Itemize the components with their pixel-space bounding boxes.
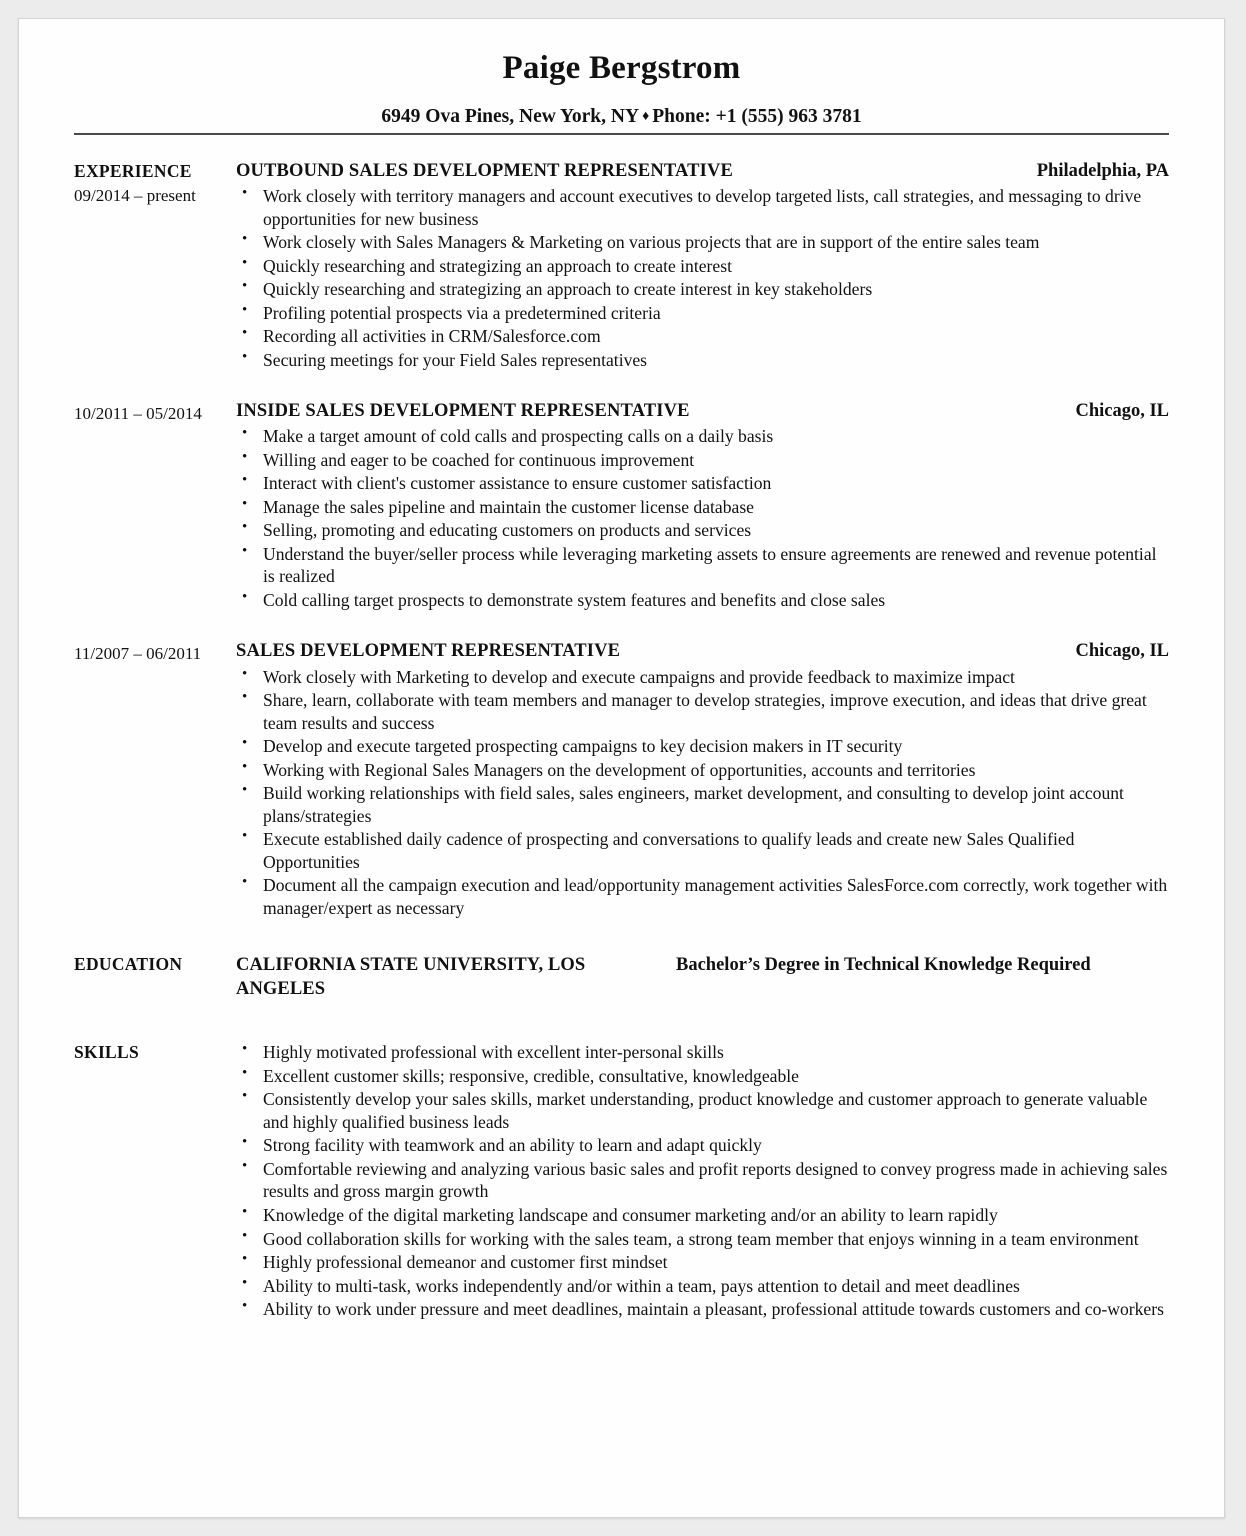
- experience-bullet: • Willing and eager to be coached for continuous improvement: [236, 449, 1169, 472]
- experience-bullet-list: [236, 425, 1169, 611]
- header-divider: [74, 133, 1169, 135]
- experience-bullet: • Make a target amount of cold calls and prospecting calls on a daily basis: [236, 425, 1169, 448]
- candidate-name: Paige Bergstrom: [502, 50, 741, 86]
- resume-page: [18, 18, 1225, 1518]
- experience-header: [236, 160, 1169, 183]
- experience-meta-column: [74, 160, 236, 207]
- experience-bullet: • Recording all activities in CRM/Salesforce.com: [236, 325, 1169, 348]
- education-section: [74, 953, 1169, 1001]
- skills-bullet: • Highly professional demeanor and customer first mindset: [236, 1251, 1169, 1274]
- education-school: CALIFORNIA STATE UNIVERSITY, LOS ANGELES: [236, 955, 586, 1000]
- experience-bullet: • Work closely with territory managers and account executives to develop targeted lists, call strategies, and messaging to drive opportunities for new business: [236, 185, 1169, 230]
- experience-dates: 10/2011 – 05/2014: [74, 404, 202, 424]
- skills-bullet: • Ability to multi-task, works independently and/or within a team, pays attention to detail and meet deadlines: [236, 1275, 1169, 1298]
- education-label-column: [74, 953, 236, 976]
- experience-bullet: • Quickly researching and strategizing an approach to create interest in key stakeholders: [236, 278, 1169, 301]
- contact-address: 6949 Ova Pines, New York, NY: [381, 105, 640, 127]
- skills-bullet: • Good collaboration skills for working with the sales team, a strong team member that enjoys winning in a team environment: [236, 1228, 1169, 1251]
- experience-section: [74, 160, 1169, 920]
- experience-meta-column: [74, 400, 236, 425]
- experience-bullet-list: [236, 185, 1169, 371]
- skills-section: [74, 1041, 1169, 1321]
- experience-detail-column: [236, 160, 1169, 372]
- experience-bullet: • Document all the campaign execution and lead/opportunity management activities SalesForce.com correctly, work together with manager/expert as necessary: [236, 874, 1169, 919]
- experience-meta-column: [74, 640, 236, 665]
- experience-bullet: • Share, learn, collaborate with team members and manager to develop strategies, improve execution, and ideas that drive great team results and success: [236, 689, 1169, 734]
- section-label-skills: SKILLS: [74, 1042, 140, 1063]
- skills-bullet: • Strong facility with teamwork and an ability to learn and adapt quickly: [236, 1134, 1169, 1157]
- skills-bullet: • Highly motivated professional with excellent inter-personal skills: [236, 1041, 1169, 1064]
- experience-dates: 11/2007 – 06/2011: [74, 644, 202, 664]
- experience-bullet: • Profiling potential prospects via a predetermined criteria: [236, 302, 1169, 325]
- experience-bullet: • Selling, promoting and educating customers on products and services: [236, 519, 1169, 542]
- education-detail-column: [236, 953, 1169, 1001]
- experience-header: [236, 640, 1169, 663]
- experience-bullet: • Interact with client's customer assistance to ensure customer satisfaction: [236, 472, 1169, 495]
- experience-entry: [74, 400, 1169, 612]
- experience-dates: 09/2014 – present: [74, 185, 196, 205]
- contact-phone: Phone: +1 (555) 963 3781: [652, 105, 862, 127]
- experience-job-title: OUTBOUND SALES DEVELOPMENT REPRESENTATIVE: [236, 160, 734, 181]
- section-label-experience: EXPERIENCE: [74, 160, 192, 181]
- experience-detail-column: [236, 400, 1169, 612]
- experience-detail-column: [236, 640, 1169, 920]
- experience-job-title: SALES DEVELOPMENT REPRESENTATIVE: [236, 641, 621, 662]
- skills-bullet: • Excellent customer skills; responsive, credible, consultative, knowledgeable: [236, 1065, 1169, 1088]
- experience-location: Chicago, IL: [1075, 641, 1169, 662]
- experience-bullet: • Develop and execute targeted prospecting campaigns to key decision makers in IT security: [236, 735, 1169, 758]
- experience-bullet: • Working with Regional Sales Managers on the development of opportunities, accounts and territories: [236, 759, 1169, 782]
- experience-bullet: • Understand the buyer/seller process while leveraging marketing assets to ensure agreements are renewed and revenue potential is realized: [236, 543, 1169, 588]
- education-degree: Bachelor’s Degree in Technical Knowledge Required: [676, 955, 1091, 976]
- experience-bullet: • Securing meetings for your Field Sales representatives: [236, 349, 1169, 372]
- experience-bullet: • Work closely with Marketing to develop and execute campaigns and provide feedback to maximize impact: [236, 666, 1169, 689]
- resume-content: [74, 49, 1169, 1322]
- experience-bullet: • Work closely with Sales Managers & Marketing on various projects that are in support of the entire sales team: [236, 231, 1169, 254]
- skills-bullet: • Consistently develop your sales skills, market understanding, product knowledge and customer approach to generate valuable and highly qualified business leads: [236, 1088, 1169, 1133]
- experience-bullet-list: [236, 666, 1169, 920]
- diamond-separator-icon: ♦: [642, 108, 650, 124]
- skills-bullet: • Comfortable reviewing and analyzing various basic sales and profit reports designed to convey progress made in achieving sales results and gross margin growth: [236, 1158, 1169, 1203]
- experience-header: [236, 400, 1169, 423]
- skills-detail-column: [236, 1041, 1169, 1321]
- skills-bullet: • Ability to work under pressure and meet deadlines, maintain a pleasant, professional attitude towards customers and co-workers: [236, 1298, 1169, 1321]
- experience-bullet: • Execute established daily cadence of prospecting and conversations to qualify leads and create new Sales Qualified Opportunities: [236, 828, 1169, 873]
- experience-job-title: INSIDE SALES DEVELOPMENT REPRESENTATIVE: [236, 401, 690, 422]
- experience-bullet: • Build working relationships with field sales, sales engineers, market development, and consulting to develop joint account plans/strategies: [236, 782, 1169, 827]
- section-label-education: EDUCATION: [74, 954, 183, 975]
- skills-list: [236, 1041, 1169, 1320]
- contact-line: [74, 105, 1169, 128]
- experience-location: Philadelphia, PA: [1036, 160, 1169, 181]
- experience-entry: [74, 160, 1169, 372]
- experience-bullet: • Manage the sales pipeline and maintain the customer license database: [236, 496, 1169, 519]
- skills-label-column: [74, 1041, 236, 1064]
- experience-bullet: • Quickly researching and strategizing an approach to create interest: [236, 255, 1169, 278]
- skills-bullet: • Knowledge of the digital marketing landscape and consumer marketing and/or an ability to learn rapidly: [236, 1204, 1169, 1227]
- experience-entry: [74, 640, 1169, 920]
- experience-bullet: • Cold calling target prospects to demonstrate system features and benefits and close sales: [236, 589, 1169, 612]
- experience-location: Chicago, IL: [1075, 401, 1169, 422]
